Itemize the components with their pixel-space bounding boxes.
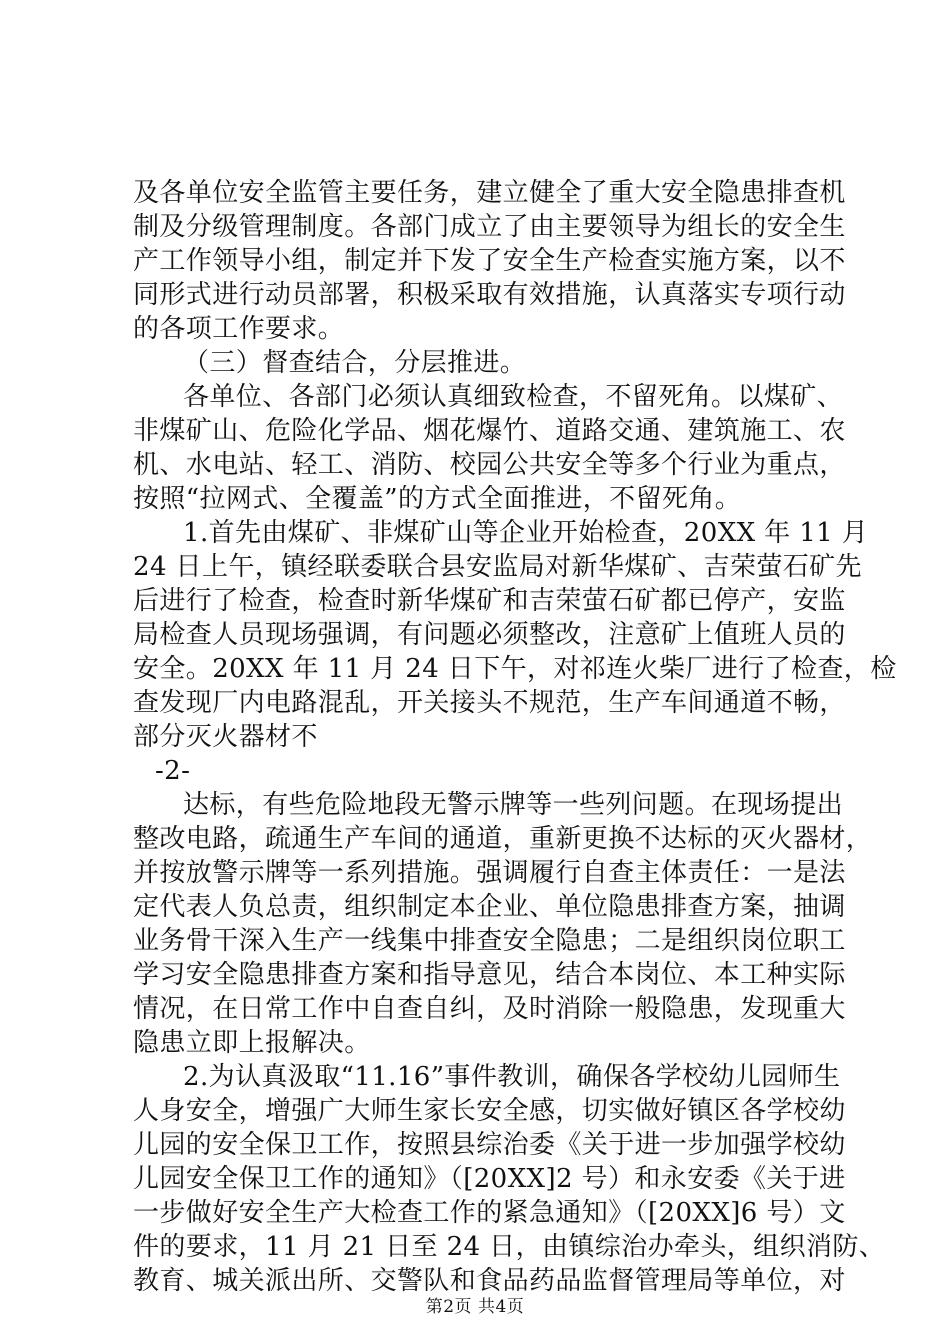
body-line: 隐患立即上报解决。 — [133, 1028, 371, 1058]
body-line: 各单位、各部门必须认真细致检查，不留死角。以煤矿、 — [183, 382, 844, 412]
body-line: 局检查人员现场强调，有问题必须整改，注意矿上值班人员的 — [133, 620, 846, 650]
body-line: 安全。20XX 年 11 月 24 日下午，对祁连火柴厂进行了检查，检 — [133, 654, 897, 684]
body-line: 查发现厂内电路混乱，开关接头不规范，生产车间通道不畅， — [133, 688, 846, 718]
body-line: 情况，在日常工作中自查自纠，及时消除一般隐患，发现重大 — [133, 994, 846, 1024]
body-line: 儿园安全保卫工作的通知》（[20XX]2 号）和永安委《关于进 — [133, 1164, 846, 1194]
body-line: 及各单位安全监管主要任务，建立健全了重大安全隐患排查机 — [133, 178, 846, 208]
body-line: 机、水电站、轻工、消防、校园公共安全等多个行业为重点， — [133, 450, 846, 480]
body-line: 定代表人负总责，组织制定本企业、单位隐患排查方案，抽调 — [133, 892, 846, 922]
body-line: 整改电路，疏通生产车间的通道，重新更换不达标的灭火器材， — [133, 824, 873, 854]
body-line: 儿园的安全保卫工作，按照县综治委《关于进一步加强学校幼 — [133, 1130, 846, 1160]
body-line: 同形式进行动员部署，积极采取有效措施，认真落实专项行动 — [133, 280, 846, 310]
body-line: 的各项工作要求。 — [133, 314, 345, 344]
body-line: 人身安全，增强广大师生家长安全感，切实做好镇区各学校幼 — [133, 1096, 846, 1126]
body-line: 教育、城关派出所、交警队和食品药品监督管理局等单位，对 — [133, 1266, 846, 1296]
body-line: 1.首先由煤矿、非煤矿山等企业开始检查，20XX 年 11 月 — [183, 518, 869, 548]
body-line: 部分灭火器材不 — [133, 722, 318, 752]
body-line: 学习安全隐患排查方案和指导意见，结合本岗位、本工种实际 — [133, 960, 846, 990]
body-line: 业务骨干深入生产一线集中排查安全隐患；二是组织岗位职工 — [133, 926, 846, 956]
page-footer: 第2页 共4页 — [425, 1297, 525, 1317]
body-line: 24 日上午，镇经联委联合县安监局对新华煤矿、吉荣萤石矿先 — [133, 552, 862, 582]
body-line: 制及分级管理制度。各部门成立了由主要领导为组长的安全生 — [133, 212, 846, 242]
body-line: 2.为认真汲取“11.16”事件教训，确保各学校幼儿园师生 — [183, 1062, 841, 1092]
body-line: 件的要求，11 月 21 日至 24 日，由镇综治办牵头，组织消防、 — [133, 1232, 886, 1262]
body-line: 并按放警示牌等一系列措施。强调履行自查主体责任：一是法 — [133, 858, 846, 888]
page-marker: -2- — [155, 756, 191, 786]
body-line: 一步做好安全生产大检查工作的紧急通知》（[20XX]6 号）文 — [133, 1198, 846, 1228]
body-line: 产工作领导小组，制定并下发了安全生产检查实施方案，以不 — [133, 246, 846, 276]
body-line: 达标，有些危险地段无警示牌等一些列问题。在现场提出 — [183, 790, 844, 820]
body-line: 非煤矿山、危险化学品、烟花爆竹、道路交通、建筑施工、农 — [133, 416, 846, 446]
body-line: 后进行了检查，检查时新华煤矿和吉荣萤石矿都已停产，安监 — [133, 586, 846, 616]
section-heading: （三）督查结合，分层推进。 — [183, 348, 527, 378]
body-line: 按照“拉网式、全覆盖”的方式全面推进，不留死角。 — [133, 484, 742, 514]
